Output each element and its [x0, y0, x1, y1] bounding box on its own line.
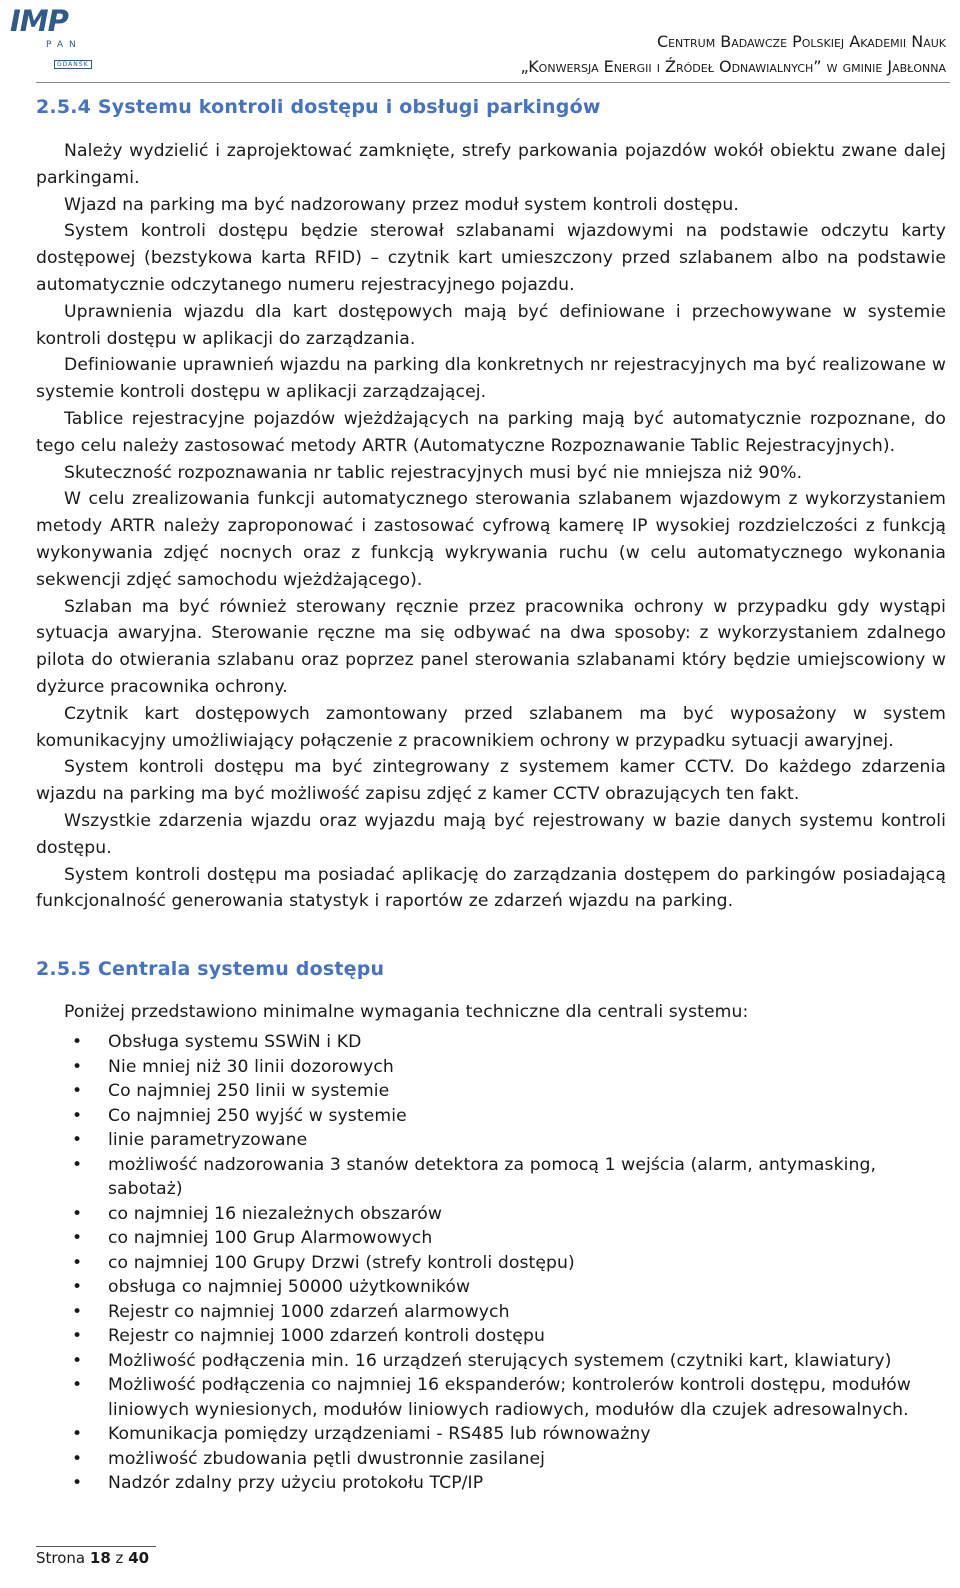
- list-item-text: Komunikacja pomiędzy urządzeniami - RS485 lub równoważny: [108, 1424, 651, 1444]
- bullet-icon: •: [72, 1350, 83, 1371]
- paragraph: Wszystkie zdarzenia wjazdu oraz wyjazdu mają być rejestrowany w bazie danych systemu kontroli dostępu.: [36, 810, 946, 858]
- list-item: [36, 1349, 946, 1374]
- list-item: [36, 1153, 946, 1202]
- list-item-text: Możliwość podłączenia min. 16 urządzeń sterujących systemem (czytniki kart, klawiatury): [108, 1350, 892, 1371]
- header-line-2: „Konwersja Energii i Źródeł Odnawialnych” w gminie Jabłonna: [520, 57, 946, 76]
- list-item: [36, 1202, 946, 1227]
- list-item: [36, 1373, 946, 1422]
- logo-city: GDAŃSK: [54, 60, 92, 69]
- list-item: [36, 1226, 946, 1251]
- logo-sub: PAN: [46, 40, 82, 50]
- bullet-icon: •: [72, 1081, 83, 1101]
- list-item-text: możliwość zbudowania pętli dwustronnie zasilanej: [108, 1448, 546, 1469]
- section-heading-2-5-5: 2.5.5 Centrala systemu dostępu: [36, 958, 385, 980]
- page-header: [0, 0, 960, 80]
- paragraph: W celu zrealizowania funkcji automatycznego sterowania szlabanem wjazdowym z wykorzystaniem metody ARTR należy zaproponować i zastosować cyfrową kamerę IP wysokiej rozdzielczości z funkcją wykonywania zdjęć nocnych oraz z funkcją wykrywania ruchu (w celu automatycznego wykonania sekwencji zdjęć samochodu wjeżdżającego).: [36, 489, 946, 590]
- logo-text: IMP: [10, 4, 68, 38]
- list-item: [36, 1300, 946, 1325]
- paragraph: Należy wydzielić i zaprojektować zamknięte, strefy parkowania pojazdów wokół obiektu zwane dalej parkingami.: [36, 141, 946, 188]
- paragraph: System kontroli dostępu ma być zintegrowany z systemem kamer CCTV. Do każdego zdarzenia wjazdu na parking ma być możliwość zapisu zdjęć z kamer CCTV obrazujących ten fakt.: [36, 757, 946, 805]
- list-item: [36, 1104, 946, 1129]
- bullet-icon: •: [72, 1228, 83, 1248]
- list-item: [36, 1079, 946, 1104]
- list-item-text: możliwość nadzorowania 3 stanów detektora za pomocą 1 wejścia (alarm, antymasking, sabotaż): [108, 1154, 877, 1199]
- list-item-text: Obsługa systemu SSWiN i KD: [108, 1032, 362, 1052]
- list-item-text: co najmniej 16 niezależnych obszarów: [108, 1203, 443, 1224]
- list-item-text: Rejestr co najmniej 1000 zdarzeń kontroli dostępu: [108, 1326, 545, 1346]
- list-item-text: Możliwość podłączenia co najmniej 16 ekspanderów; kontrolerów kontroli dostępu, modułów liniowych wyniesionych, modułów liniowych radiowych, modułów dla czujek adresowalnych.: [108, 1375, 911, 1420]
- paragraph: System kontroli dostępu będzie sterował szlabanami wjazdowymi na podstawie odczytu karty dostępowej (bezstykowa karta RFID) – czytnik kart umieszczony przed szlabanem albo na podstawie automatycznie odczytanego numeru rejestracyjnego pojazdu.: [36, 221, 946, 295]
- list-item: [36, 1422, 946, 1447]
- page-footer: [36, 1549, 149, 1567]
- paragraph: Uprawnienia wjazdu dla kart dostępowych mają być definiowane i przechowywane w systemie kontroli dostępu w aplikacji do zarządzania.: [36, 301, 946, 349]
- bullet-icon: •: [72, 1448, 83, 1469]
- header-title: [520, 29, 946, 79]
- paragraph: Szlaban ma być również sterowany ręcznie przez pracownika ochrony w przypadku gdy wystąpi sytuacja awaryjna. Sterowanie ręczne ma się odbywać na dwa sposoby: z wykorzystaniem zdalnego pilota do otwierania szlabanu oraz poprzez panel sterowania szlabanami który będzie umiejscowiony w dyżurce pracownika ochrony.: [36, 596, 946, 697]
- bullet-icon: •: [72, 1301, 83, 1322]
- section-body-2-5-4: [36, 138, 946, 915]
- bullet-icon: •: [72, 1105, 83, 1126]
- requirements-list: [36, 1030, 946, 1496]
- paragraph: Definiowanie uprawnień wjazdu na parking dla konkretnych nr rejestracyjnych ma być realizowane w systemie kontroli dostępu w aplikacji zarządzającej.: [36, 355, 946, 403]
- paragraph: System kontroli dostępu ma posiadać aplikację do zarządzania dostępem do parkingów posiadającą funkcjonalność generowania statystyk i raportów ze zdarzeń wjazdu na parking.: [36, 864, 946, 912]
- list-item: [36, 1447, 946, 1472]
- list-item-text: Rejestr co najmniej 1000 zdarzeń alarmowych: [108, 1301, 510, 1322]
- list-item: [36, 1251, 946, 1276]
- list-item-text: obsługa co najmniej 50000 użytkowników: [108, 1277, 471, 1297]
- list-item-text: co najmniej 100 Grupy Drzwi (strefy kontroli dostępu): [108, 1252, 575, 1273]
- footer-page-total: 40: [128, 1549, 150, 1567]
- requirements-intro: Poniżej przedstawiono minimalne wymagania techniczne dla centrali systemu:: [64, 1002, 749, 1022]
- list-item: [36, 1275, 946, 1300]
- list-item-text: Co najmniej 250 linii w systemie: [108, 1081, 390, 1101]
- list-item: [36, 1324, 946, 1349]
- bullet-icon: •: [72, 1203, 83, 1224]
- bullet-icon: •: [72, 1130, 83, 1150]
- footer-mid: z: [110, 1549, 129, 1567]
- footer-divider: [36, 1546, 156, 1547]
- paragraph: Skuteczność rozpoznawania nr tablic rejestracyjnych musi być nie mniejsza niż 90%.: [64, 462, 803, 483]
- bullet-icon: •: [72, 1032, 83, 1052]
- list-item-text: Nie mniej niż 30 linii dozorowych: [108, 1056, 394, 1077]
- paragraph: Wjazd na parking ma być nadzorowany przez moduł system kontroli dostępu.: [64, 194, 739, 215]
- list-item: [36, 1471, 946, 1496]
- imp-pan-logo: [6, 2, 90, 76]
- bullet-icon: •: [72, 1252, 83, 1273]
- paragraph: Tablice rejestracyjne pojazdów wjeżdżających na parking mają być automatycznie rozpoznane, do tego celu należy zastosować metody ARTR (Automatyczne Rozpoznawanie Tablic Rejestracyjnych).: [36, 408, 946, 456]
- bullet-icon: •: [72, 1424, 83, 1444]
- list-item-text: linie parametryzowane: [108, 1130, 308, 1150]
- bullet-icon: •: [72, 1473, 83, 1493]
- bullet-icon: •: [72, 1375, 83, 1395]
- list-item-text: co najmniej 100 Grup Alarmowowych: [108, 1228, 433, 1248]
- list-item: [36, 1030, 946, 1055]
- footer-prefix: Strona: [36, 1549, 90, 1567]
- header-divider: [36, 82, 950, 83]
- bullet-icon: •: [72, 1056, 83, 1077]
- section-heading-2-5-4: 2.5.4 Systemu kontroli dostępu i obsługi parkingów: [36, 96, 601, 118]
- list-item-text: Nadzór zdalny przy użyciu protokołu TCP/IP: [108, 1473, 484, 1493]
- bullet-icon: •: [72, 1277, 83, 1297]
- list-item: [36, 1055, 946, 1080]
- bullet-icon: •: [72, 1154, 83, 1175]
- list-item-text: Co najmniej 250 wyjść w systemie: [108, 1105, 407, 1126]
- paragraph: Czytnik kart dostępowych zamontowany przed szlabanem ma być wyposażony w system komunikacyjny umożliwiający połączenie z pracownikiem ochrony w przypadku sytuacji awaryjnej.: [36, 703, 946, 751]
- header-line-1: Centrum Badawcze Polskiej Akademii Nauk: [656, 32, 946, 51]
- list-item: [36, 1128, 946, 1153]
- bullet-icon: •: [72, 1326, 83, 1346]
- footer-page-number: 18: [89, 1549, 111, 1567]
